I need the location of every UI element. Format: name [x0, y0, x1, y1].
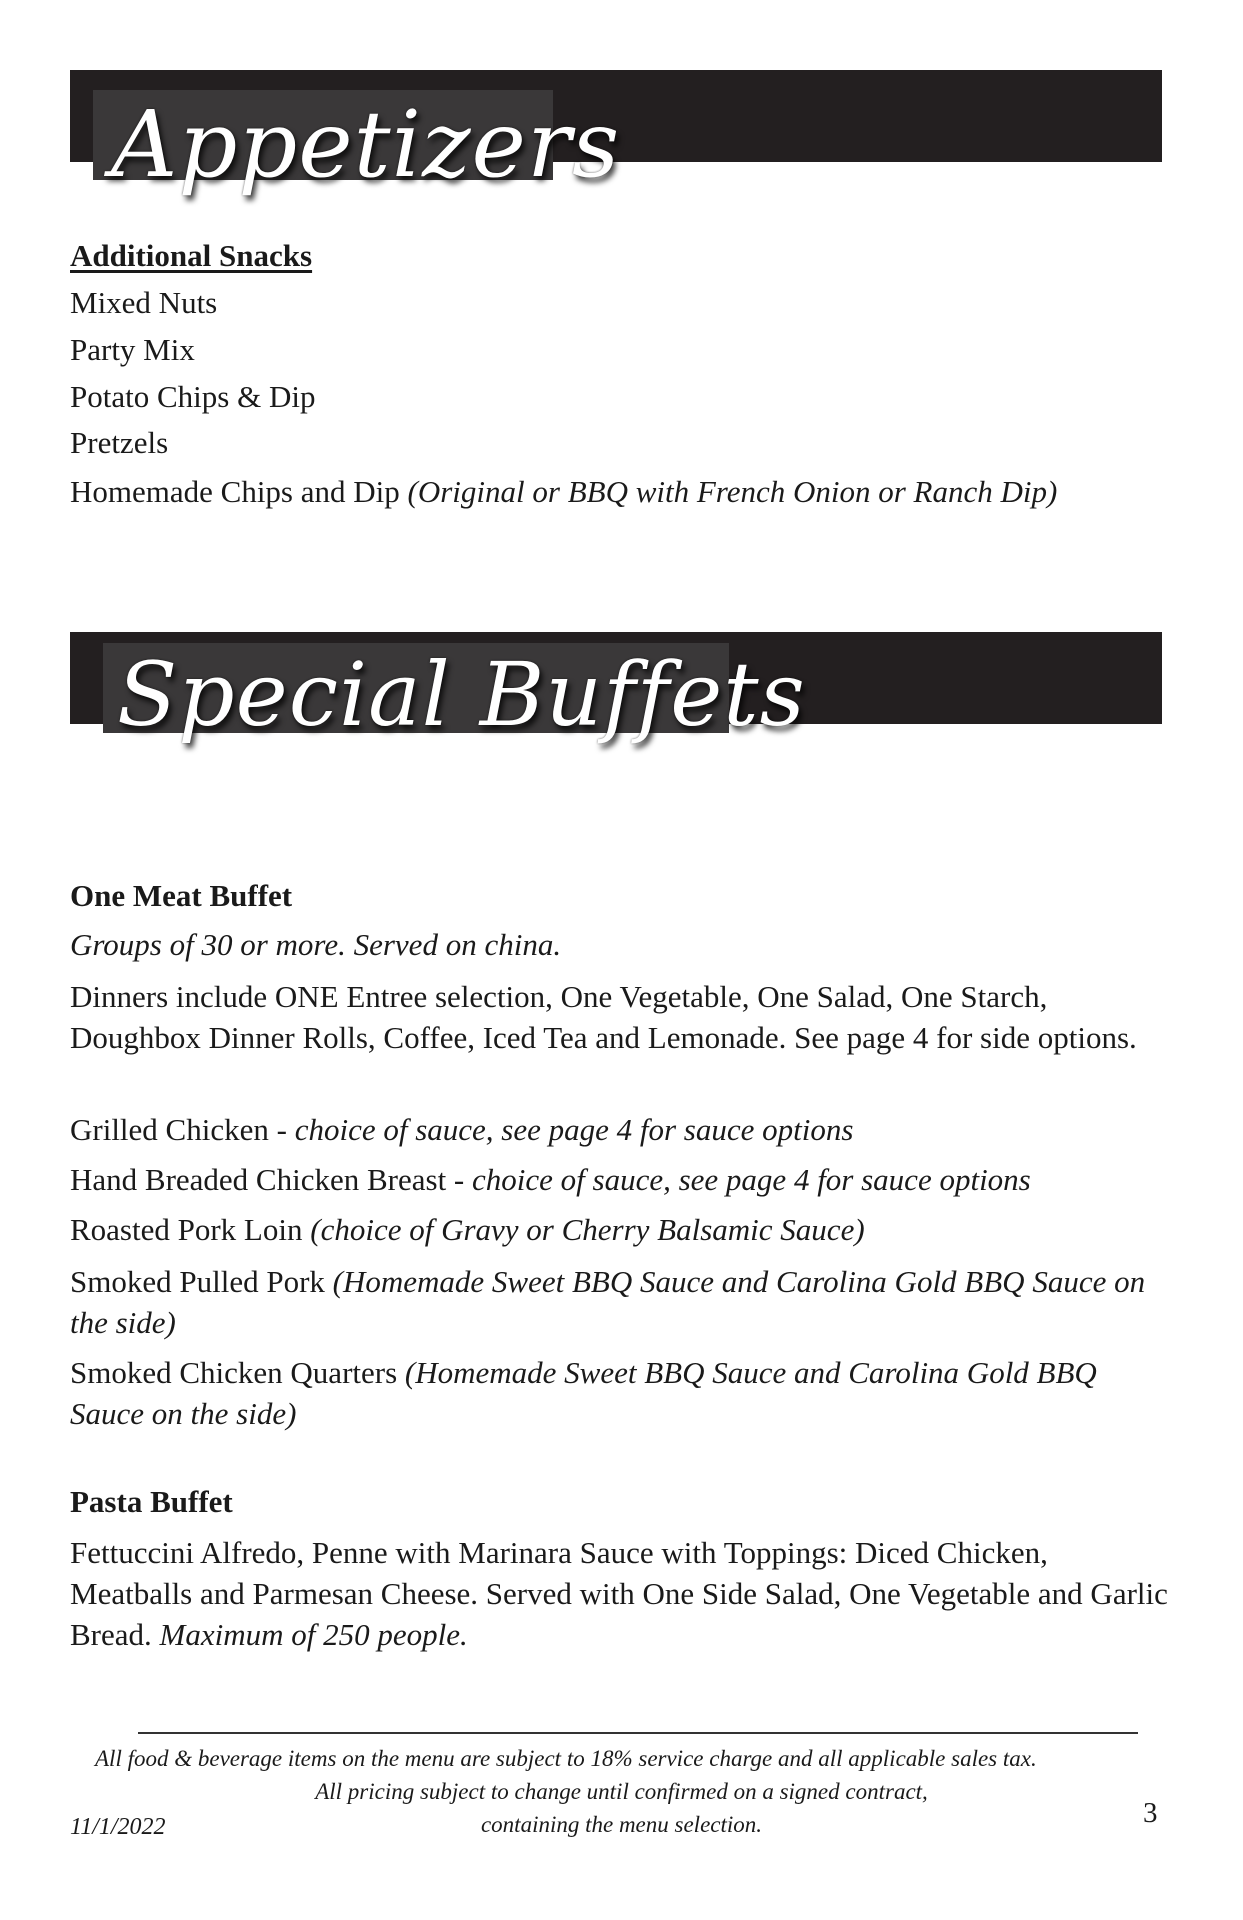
snack-item-party-mix: Party Mix [70, 332, 195, 367]
snack-item-mixed-nuts: Mixed Nuts [70, 285, 218, 320]
additional-snacks-heading: Additional Snacks [70, 238, 313, 273]
pasta-buffet-description [70, 1532, 1170, 1655]
entree-name: Roasted Pork Loin [70, 1212, 311, 1247]
entree-note: choice of sauce, see page 4 for sauce options [294, 1112, 854, 1147]
entree-note: (Homemade Sweet BBQ Sauce and Carolina Gold BBQ Sauce on the side) [70, 1355, 1097, 1431]
entree-smoked-pulled-pork [70, 1261, 1170, 1343]
snack-item-pretzels: Pretzels [70, 425, 169, 460]
entree-roasted-pork-loin [70, 1210, 865, 1250]
footer-pricing-note: All pricing subject to change until confirmed on a signed contract, [315, 1779, 928, 1804]
page-number: 3 [1143, 1797, 1158, 1829]
one-meat-buffet-heading: One Meat Buffet [70, 878, 293, 913]
special-buffets-banner-title: Special Buffets [103, 643, 729, 733]
entree-name: Grilled Chicken - [70, 1112, 295, 1147]
footer-date: 11/1/2022 [70, 1814, 166, 1840]
snack-item-homemade-chips [70, 472, 1057, 512]
entree-note: (Homemade Sweet BBQ Sauce and Carolina Gold BBQ Sauce on the side) [70, 1264, 1146, 1340]
entree-hand-breaded-chicken [70, 1160, 1031, 1200]
entree-name: Hand Breaded Chicken Breast - [70, 1162, 473, 1197]
footer-service-charge-note: All food & beverage items on the menu are subject to 18% service charge and all applicable sales tax. [95, 1746, 1037, 1771]
appetizers-banner-title: Appetizers [93, 90, 553, 180]
entree-name: Smoked Chicken Quarters [70, 1355, 405, 1390]
snack-item-homemade-chips-name: Homemade Chips and Dip [70, 474, 408, 509]
entree-name: Smoked Pulled Pork [70, 1264, 333, 1299]
pasta-buffet-heading: Pasta Buffet [70, 1484, 233, 1519]
entree-grilled-chicken [70, 1110, 853, 1150]
pasta-buffet-note: Maximum of 250 people. [159, 1617, 468, 1652]
footer-contract-note: containing the menu selection. [480, 1812, 763, 1837]
footer-divider [138, 1732, 1138, 1734]
one-meat-buffet-subtitle: Groups of 30 or more. Served on china. [70, 927, 562, 962]
pasta-buffet-text: Fettuccini Alfredo, Penne with Marinara Sauce with Toppings: Diced Chicken, Meatballs and Parmesan Cheese. Served with One Side Salad, One Vegetable and Garlic Bread. [70, 1535, 1168, 1652]
snack-item-potato-chips: Potato Chips & Dip [70, 379, 316, 414]
entree-note: (choice of Gravy or Cherry Balsamic Sauce) [310, 1212, 865, 1247]
entree-smoked-chicken-quarters [70, 1352, 1170, 1434]
entree-note: choice of sauce, see page 4 for sauce options [472, 1162, 1031, 1197]
one-meat-buffet-description: Dinners include ONE Entree selection, One Vegetable, One Salad, One Starch, Doughbox Dinner Rolls, Coffee, Iced Tea and Lemonade. See page 4 for side options. [70, 979, 1137, 1055]
snack-item-homemade-chips-note: (Original or BBQ with French Onion or Ranch Dip) [407, 474, 1058, 509]
